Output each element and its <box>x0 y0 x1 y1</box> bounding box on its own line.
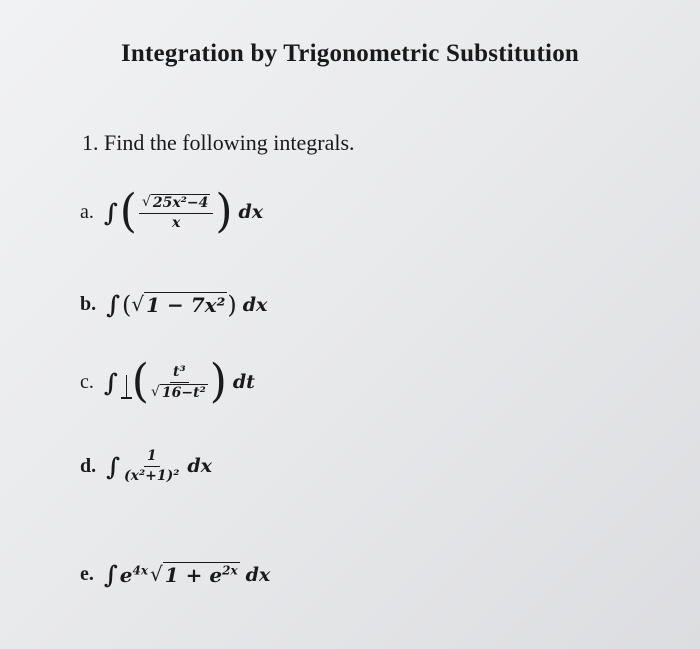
radicand: 1 − 7x² <box>146 293 226 317</box>
right-paren: ) <box>227 290 237 319</box>
exponential-factor <box>120 563 148 587</box>
left-paren: ( <box>131 354 149 409</box>
integral-sign: ∫ <box>103 560 118 589</box>
radicand: 16−t² <box>161 384 206 401</box>
integral-sign: ∫ <box>106 451 121 481</box>
cursor-base <box>121 397 132 399</box>
numerator: t³ <box>170 364 189 383</box>
problem-d-label: d. <box>80 454 97 477</box>
differential: dx <box>242 293 268 316</box>
problem-d-expression <box>106 448 212 484</box>
problem-e <box>80 560 270 589</box>
numerator: 1 <box>144 448 160 467</box>
denominator: (x²+1)² <box>124 468 180 484</box>
radical-sign: √ <box>131 292 145 316</box>
differential: dx <box>238 201 264 223</box>
fraction <box>124 448 179 484</box>
radicand <box>163 562 240 587</box>
radicand-text: 1 + e <box>164 563 223 587</box>
problem-e-expression <box>104 560 270 589</box>
instruction-text: 1. Find the following integrals. <box>82 130 355 155</box>
exp-power: 4x <box>132 562 149 577</box>
problem-a-label: a. <box>80 200 94 223</box>
differential: dt <box>232 371 255 393</box>
problem-b-label: b. <box>80 293 97 315</box>
integral-sign: ∫ <box>103 197 118 227</box>
problem-d <box>80 448 212 484</box>
radical-sign: √ <box>141 193 151 210</box>
problem-a <box>80 184 264 239</box>
radical <box>150 562 240 587</box>
radical-sign: √ <box>150 383 160 400</box>
radical <box>142 194 210 211</box>
denominator: x <box>171 214 181 231</box>
problem-a-expression <box>103 184 264 239</box>
fraction <box>139 194 213 231</box>
problem-b <box>80 290 267 319</box>
problem-c-label: c. <box>80 370 94 393</box>
problem-b-expression <box>106 290 267 319</box>
right-paren: ) <box>215 184 233 239</box>
radical <box>151 384 208 401</box>
differential: dx <box>245 563 271 586</box>
left-paren: ( <box>122 290 132 319</box>
numerator <box>139 194 213 214</box>
fraction <box>151 364 208 401</box>
integral-sign: ∫ <box>106 290 121 319</box>
differential: dx <box>187 455 212 477</box>
page-title: Integration by Trigonometric Substitution <box>121 40 579 67</box>
radical-sign: √ <box>150 562 163 586</box>
radical <box>131 292 227 317</box>
radicand-power: 2x <box>222 563 238 578</box>
problem-c <box>80 354 255 409</box>
cursor-bar <box>126 375 128 397</box>
right-paren: ) <box>209 354 227 409</box>
problem-c-expression <box>103 354 255 409</box>
problem-e-label: e. <box>80 563 94 585</box>
radicand: 25x²−4 <box>152 194 209 211</box>
left-paren: ( <box>119 184 137 239</box>
denominator <box>151 383 208 401</box>
exp-base: e <box>119 562 133 587</box>
integral-sign: ∫ <box>103 367 118 397</box>
text-cursor-mark <box>120 365 132 399</box>
